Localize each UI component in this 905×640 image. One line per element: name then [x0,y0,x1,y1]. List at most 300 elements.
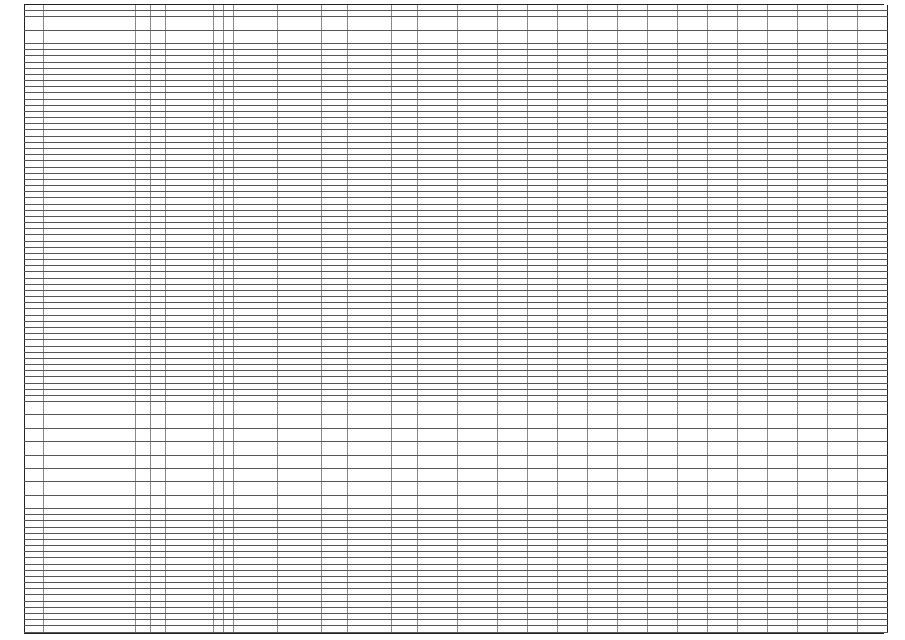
table-cell [738,626,768,633]
table-cell [234,17,278,30]
table-cell [44,468,136,481]
table-cell [151,30,166,43]
table-cell [648,442,678,455]
table-cell [858,402,888,415]
table-cell [25,482,44,495]
table-cell [25,428,44,441]
table-cell [214,482,224,495]
table-cell [588,495,618,508]
table-cell [392,455,418,468]
table-cell [588,442,618,455]
table-cell [828,415,858,428]
table-cell [348,17,392,30]
table-cell [828,30,858,43]
table-cell [768,442,798,455]
table-cell [322,455,348,468]
table-cell [44,428,136,441]
table-cell [458,428,498,441]
table-cell [858,30,888,43]
table-cell [392,428,418,441]
table-cell [348,442,392,455]
table-cell [234,30,278,43]
table-cell [418,17,458,30]
table-cell [166,495,214,508]
table-cell [348,30,392,43]
table-cell [648,482,678,495]
table-cell [322,415,348,428]
table-cell [678,455,708,468]
table-cell [224,415,234,428]
register-table [24,5,888,633]
table-cell [136,30,151,43]
table-cell [25,17,44,30]
table-cell [348,495,392,508]
table-cell [558,495,588,508]
table-cell [392,442,418,455]
table-cell [458,482,498,495]
table-cell [558,17,588,30]
table-cell [708,428,738,441]
table-cell [798,442,828,455]
table-row [25,402,888,415]
table-cell [738,482,768,495]
table-cell [392,495,418,508]
table-cell [418,442,458,455]
table-cell [151,455,166,468]
table-cell [458,455,498,468]
table-cell [708,415,738,428]
table-cell [588,402,618,415]
table-cell [768,626,798,633]
table-cell [858,17,888,30]
table-cell [278,626,322,633]
table-cell [828,468,858,481]
table-cell [166,442,214,455]
table-cell [278,495,322,508]
table-cell [224,442,234,455]
table-cell [214,468,224,481]
table-cell [25,415,44,428]
table-cell [798,626,828,633]
table-cell [828,402,858,415]
table-cell [768,455,798,468]
table-cell [234,626,278,633]
table-cell [708,482,738,495]
table-cell [498,402,528,415]
table-cell [136,626,151,633]
table-cell [44,17,136,30]
table-cell [392,30,418,43]
table-cell [392,415,418,428]
table-cell [234,468,278,481]
table-cell [278,402,322,415]
table-cell [588,17,618,30]
table-cell [618,482,648,495]
table-cell [458,468,498,481]
table-cell [392,626,418,633]
table-cell [588,415,618,428]
table-cell [648,455,678,468]
table-cell [224,495,234,508]
table-cell [618,626,648,633]
table-cell [528,482,558,495]
table-cell [738,30,768,43]
table-cell [708,17,738,30]
table-row [25,30,888,43]
table-cell [498,442,528,455]
table-cell [828,482,858,495]
table-cell [44,30,136,43]
table-cell [322,495,348,508]
table-cell [618,495,648,508]
table-cell [418,495,458,508]
table-cell [648,30,678,43]
table-cell [738,442,768,455]
table-cell [136,442,151,455]
table-cell [798,468,828,481]
table-cell [278,482,322,495]
table-cell [618,402,648,415]
table-cell [44,455,136,468]
table-cell [348,415,392,428]
table-cell [278,442,322,455]
table-cell [768,495,798,508]
table-cell [166,17,214,30]
table-cell [858,626,888,633]
table-cell [858,495,888,508]
table-cell [214,442,224,455]
table-cell [224,468,234,481]
table-cell [498,626,528,633]
table-cell [498,482,528,495]
table-cell [348,455,392,468]
table-cell [348,482,392,495]
table-cell [558,402,588,415]
table-cell [648,468,678,481]
table-cell [558,482,588,495]
table-cell [828,442,858,455]
table-cell [392,482,418,495]
table-cell [278,17,322,30]
table-cell [224,17,234,30]
table-cell [498,495,528,508]
table-cell [214,455,224,468]
table-cell [214,428,224,441]
table-cell [322,626,348,633]
table-cell [528,17,558,30]
table-cell [768,482,798,495]
table-cell [738,415,768,428]
table-cell [828,428,858,441]
table-cell [224,482,234,495]
table-cell [234,415,278,428]
table-cell [136,468,151,481]
table-cell [418,482,458,495]
table-cell [458,402,498,415]
table-cell [44,495,136,508]
table-cell [166,455,214,468]
table-cell [528,495,558,508]
table-cell [618,428,648,441]
table-row [25,626,888,633]
table-cell [708,402,738,415]
table-cell [136,415,151,428]
table-cell [458,495,498,508]
table-cell [798,17,828,30]
table-cell [588,626,618,633]
table-row [25,442,888,455]
table-cell [136,455,151,468]
table-cell [458,415,498,428]
table-cell [528,626,558,633]
table-cell [392,17,418,30]
table-cell [828,626,858,633]
table-cell [678,428,708,441]
table-cell [348,428,392,441]
table-cell [322,402,348,415]
table-cell [558,626,588,633]
table-cell [348,468,392,481]
table-cell [151,442,166,455]
table-cell [151,402,166,415]
table-cell [498,415,528,428]
table-cell [618,468,648,481]
table-cell [44,402,136,415]
table-cell [678,495,708,508]
table-cell [348,402,392,415]
table-cell [588,482,618,495]
table-cell [322,30,348,43]
table-cell [136,17,151,30]
table-row [25,415,888,428]
table-cell [498,17,528,30]
table-cell [738,402,768,415]
table-cell [224,455,234,468]
table-cell [768,17,798,30]
table-cell [151,626,166,633]
table-cell [498,428,528,441]
table-row [25,482,888,495]
table-cell [798,415,828,428]
table-cell [558,428,588,441]
table-cell [278,468,322,481]
table-cell [458,30,498,43]
table-cell [798,30,828,43]
table-cell [528,468,558,481]
table-cell [322,468,348,481]
table-cell [214,17,224,30]
table-cell [648,626,678,633]
table-cell [768,402,798,415]
table-cell [858,455,888,468]
table-cell [136,482,151,495]
table-cell [798,428,828,441]
table-cell [151,415,166,428]
table-cell [618,442,648,455]
table-cell [214,626,224,633]
table-cell [828,495,858,508]
table-cell [858,468,888,481]
table-cell [618,17,648,30]
table-cell [136,402,151,415]
table-cell [648,495,678,508]
table-cell [738,17,768,30]
table-cell [166,626,214,633]
table-cell [278,428,322,441]
table-cell [708,495,738,508]
table-cell [166,468,214,481]
table-cell [166,482,214,495]
table-cell [648,402,678,415]
table-cell [558,30,588,43]
table-cell [25,455,44,468]
table-cell [798,495,828,508]
table-cell [648,17,678,30]
table-cell [214,402,224,415]
table-cell [558,415,588,428]
table-cell [528,30,558,43]
table-cell [528,415,558,428]
table-cell [588,468,618,481]
table-cell [828,455,858,468]
table-cell [234,455,278,468]
table-cell [278,30,322,43]
table-row [25,468,888,481]
table-cell [25,495,44,508]
table-cell [166,402,214,415]
table-row [25,428,888,441]
table-cell [392,468,418,481]
table-cell [798,482,828,495]
table-cell [558,455,588,468]
table-cell [136,495,151,508]
table-cell [708,455,738,468]
table-cell [678,17,708,30]
table-cell [25,442,44,455]
table-cell [858,428,888,441]
table-cell [224,402,234,415]
table-cell [858,482,888,495]
table-cell [528,442,558,455]
table-cell [25,30,44,43]
table-row [25,455,888,468]
table-cell [392,402,418,415]
table-cell [278,455,322,468]
table-cell [528,428,558,441]
table-cell [618,30,648,43]
table-cell [418,428,458,441]
table-cell [738,455,768,468]
table-cell [44,626,136,633]
table-cell [322,482,348,495]
table-cell [558,468,588,481]
table-cell [25,626,44,633]
table-cell [224,626,234,633]
table-cell [768,30,798,43]
table-cell [618,455,648,468]
table-cell [588,428,618,441]
table-cell [558,442,588,455]
table-cell [44,442,136,455]
table-cell [678,442,708,455]
table-cell [214,495,224,508]
table-cell [151,17,166,30]
table-cell [322,442,348,455]
table-cell [678,402,708,415]
table-cell [418,30,458,43]
table-cell [224,30,234,43]
table-cell [25,468,44,481]
table-cell [648,428,678,441]
table-cell [498,30,528,43]
table-cell [25,402,44,415]
table-cell [234,428,278,441]
table-cell [166,428,214,441]
table-cell [798,402,828,415]
table-cell [44,415,136,428]
table-cell [678,30,708,43]
table-cell [278,415,322,428]
table-cell [418,468,458,481]
table-cell [768,415,798,428]
table-cell [678,626,708,633]
table-cell [418,455,458,468]
table-cell [858,442,888,455]
table-cell [618,415,648,428]
table-cell [738,428,768,441]
table-cell [708,442,738,455]
table-row [25,17,888,30]
table-cell [418,402,458,415]
table-cell [708,30,738,43]
table-row [25,495,888,508]
table-cell [151,428,166,441]
table-cell [234,495,278,508]
table-cell [322,17,348,30]
table-cell [458,17,498,30]
table-cell [418,415,458,428]
table-cell [322,428,348,441]
table-cell [214,30,224,43]
table-cell [458,626,498,633]
table-cell [678,468,708,481]
table-cell [738,468,768,481]
table-cell [234,442,278,455]
table-cell [798,455,828,468]
table-cell [44,482,136,495]
table-cell [234,482,278,495]
table-cell [136,428,151,441]
table-cell [151,482,166,495]
table-cell [151,468,166,481]
table-cell [214,415,224,428]
table-cell [234,402,278,415]
table-cell [768,468,798,481]
register-page [24,4,884,634]
table-cell [498,455,528,468]
table-cell [528,402,558,415]
table-cell [708,626,738,633]
table-cell [828,17,858,30]
table-cell [708,468,738,481]
table-cell [678,482,708,495]
table-cell [151,495,166,508]
table-cell [348,626,392,633]
table-cell [418,626,458,633]
table-cell [588,30,618,43]
table-cell [858,415,888,428]
table-cell [166,415,214,428]
